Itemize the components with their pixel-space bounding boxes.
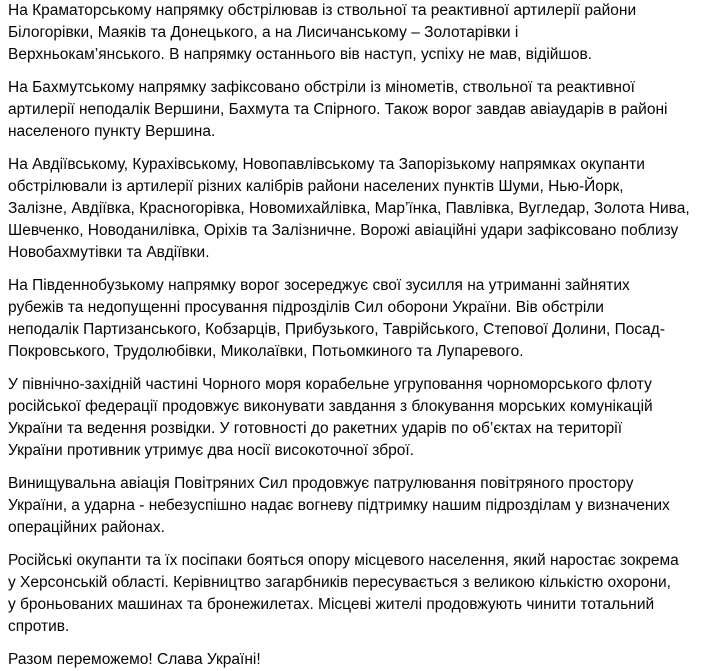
paragraph-kramatorsk: На Краматорському напрямку обстрілював із ствольної та реактивної артилерії райони Білогорівки, Маяків та Донецького, а на Лисичанському – Золотарівки і Верхньокам’янського. В напрямку останнього вів наступ, успіху не мав, відійшов. bbox=[8, 2, 637, 63]
paragraph-avdiivka: На Авдіївському, Курахівському, Новопавлівському та Запорізькому напрямках окупанти обстрілювали із артилерії різних калібрів райони населених пунктів Шуми, Нью-Йорк, Залізне, Авдіївка, Красногорівка, Новомихайлівка, Мар’їнка, Павлівка, Вугледар, Золота Нива, Шевченко, Новоданилівка, Оріхів та Залізничне. Ворожі авіаційні удари зафіксовано поблизу Новобахмутівки та Авдіївки. bbox=[8, 156, 690, 261]
post-body bbox=[8, 0, 700, 671]
paragraph-closing: Разом переможемо! Слава Україні! bbox=[8, 651, 261, 668]
paragraph-pivdennobuzkyi: На Південнобузькому напрямку ворог зосереджує свої зусилля на утриманні зайнятих рубежів та недопущенні просування підрозділів Сил оборони України. Вів обстріли неподалік Партизанського, Кобзарців, Прибузького, Таврійського, Степової Долини, Посад- Покровського, Трудолюбівки, Миколаївки, Потьомкиного та Лупаревого. bbox=[8, 277, 666, 360]
paragraph-air-force: Винищувальна авіація Повітряних Сил продовжує патрулювання повітряного простору України, а ударна - небезуспішно надає вогневу підтримку нашим підрозділам у визначених операційних районах. bbox=[8, 475, 670, 536]
paragraph-kherson: Російські окупанти та їх посіпаки бояться опору місцевого населення, який наростає зокрема у Херсонській області. Керівництво загарбників пересувається з великою кількістю охорони, у броньованих машинах та бронежилетах. Місцеві жителі продовжують чинити тотальний спротив. bbox=[8, 552, 679, 635]
paragraph-black-sea: У північно-західній частині Чорного моря корабельне угруповання чорноморського флоту російської федерації продовжує виконувати завдання з блокування морських комунікацій України та ведення розвідки. У готовності до ракетних ударів по об’єктах на території України противник утримує два носії високоточної зброї. bbox=[8, 376, 653, 459]
paragraph-bakhmut: На Бахмутському напрямку зафіксовано обстріли із мінометів, ствольної та реактивної артилерії неподалік Вершини, Бахмута та Спірного. Також ворог завдав авіаударів в районі населеного пункту Вершина. bbox=[8, 79, 668, 140]
